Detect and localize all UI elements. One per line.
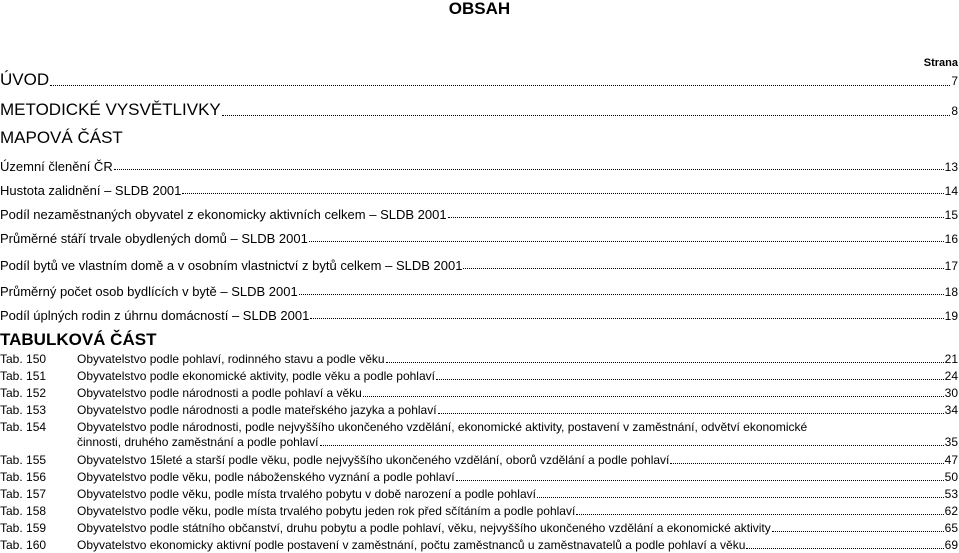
table-title: Obyvatelstvo podle ekonomické aktivity, podle věku a podle pohlaví	[77, 368, 435, 383]
table-number: Tab. 154	[0, 419, 47, 434]
table-page: 62	[944, 504, 958, 519]
map-entry[interactable]	[0, 258, 958, 273]
table-title: Obyvatelstvo 15leté a starší podle věku, podle nejvyššího ukončeného vzdělání, oborů vzdělání a podle pohlaví	[77, 453, 670, 468]
table-title: činnosti, druhého zaměstnání a podle pohlaví	[77, 434, 319, 449]
table-page: 53	[944, 487, 958, 502]
toc-label: ÚVOD	[0, 70, 50, 89]
table-number: Tab. 156	[0, 470, 47, 485]
leader-dots	[576, 514, 943, 515]
leader-dots	[463, 268, 943, 269]
map-entry-page: 18	[944, 285, 958, 299]
map-entry-label: Podíl úplných rodin z úhrnu domácností – SLDB 2001	[0, 308, 310, 323]
table-number: Tab. 157	[0, 487, 47, 502]
table-page: 21	[944, 352, 958, 366]
leader-dots	[386, 362, 944, 363]
leader-dots	[50, 85, 950, 86]
leader-dots	[310, 318, 943, 319]
section-heading-tabulkova: TABULKOVÁ ČÁST	[0, 330, 157, 349]
strana-label: Strana	[923, 57, 958, 69]
leader-dots	[456, 480, 944, 481]
table-number: Tab. 152	[0, 385, 47, 400]
leader-dots	[363, 396, 944, 397]
table-title: Obyvatelstvo podle věku, podle místa trvalého pobytu jeden rok před sčítáním a podle pohlaví	[77, 504, 576, 519]
table-number: Tab. 153	[0, 402, 47, 417]
leader-dots	[772, 531, 944, 532]
table-page: 69	[944, 537, 958, 552]
leader-dots	[222, 115, 951, 116]
leader-dots	[746, 548, 943, 549]
map-entry-label: Územní členění ČR	[0, 159, 113, 174]
map-entry-label: Hustota zalidnění – SLDB 2001	[0, 183, 182, 198]
table-title: Obyvatelstvo podle národnosti a podle pohlaví a věku	[77, 385, 362, 400]
map-entry[interactable]	[0, 231, 958, 246]
leader-dots	[309, 241, 944, 242]
table-title: Obyvatelstvo podle věku, podle místa trvalého pobytu v době narození a podle pohlaví	[77, 487, 536, 502]
table-page: 47	[944, 453, 958, 468]
table-title: Obyvatelstvo podle národnosti a podle mateřského jazyka a pohlaví	[77, 402, 437, 417]
leader-dots	[436, 379, 944, 380]
leader-dots	[320, 445, 944, 446]
table-page: 30	[944, 385, 958, 400]
table-title: Obyvatelstvo ekonomicky aktivní podle postavení v zaměstnání, počtu zaměstnanců u zaměstnavatelů a podle pohlaví a věku	[77, 537, 746, 552]
table-number: Tab. 158	[0, 504, 47, 519]
table-number: Tab. 150	[0, 352, 47, 366]
leader-dots	[438, 413, 944, 414]
section-heading-mapova: MAPOVÁ ČÁST	[0, 128, 123, 147]
map-entry-page: 19	[944, 309, 958, 323]
map-entry[interactable]	[0, 207, 958, 222]
map-entry[interactable]	[0, 159, 958, 174]
table-title: Obyvatelstvo podle věku, podle náboženského vyznání a podle pohlaví	[77, 470, 455, 485]
map-entry-page: 16	[944, 232, 958, 246]
leader-dots	[670, 463, 943, 464]
map-entry-label: Průměrné stáří trvale obydlených domů – SLDB 2001	[0, 231, 308, 246]
map-entry-label: Průměrný počet osob bydlících v bytě – SLDB 2001	[0, 284, 298, 299]
table-page: 34	[944, 402, 958, 417]
map-entry-page: 15	[944, 208, 958, 222]
page-title: OBSAH	[448, 0, 511, 18]
map-entry[interactable]	[0, 284, 958, 299]
map-entry-label: Podíl nezaměstnaných obyvatel z ekonomicky aktivních celkem – SLDB 2001	[0, 207, 447, 222]
map-entry-label: Podíl bytů ve vlastním domě a v osobním vlastnictví z bytů celkem – SLDB 2001	[0, 258, 463, 273]
table-number: Tab. 155	[0, 453, 47, 468]
map-entry-page: 14	[944, 184, 958, 198]
table-page: 24	[944, 368, 958, 383]
map-entry[interactable]	[0, 308, 958, 323]
toc-entry-uvod[interactable]	[0, 70, 958, 90]
table-title: Obyvatelstvo podle národnosti, podle nejvyššího ukončeného vzdělání, ekonomické aktivity, postavení v zaměstnání, odvětví ekonomické	[77, 419, 808, 434]
toc-label: METODICKÉ VYSVĚTLIVKY	[0, 100, 221, 119]
toc-entry-metodicke[interactable]	[0, 100, 958, 120]
table-number: Tab. 159	[0, 521, 47, 535]
table-title: Obyvatelstvo podle státního občanství, druhu pobytu a podle pohlaví, věku, nejvyššího ukončeného vzdělání a ekonomické aktivity	[77, 521, 771, 535]
leader-dots	[299, 294, 944, 295]
table-page: 65	[944, 521, 958, 535]
leader-dots	[114, 169, 944, 170]
map-entry-page: 17	[944, 259, 958, 273]
toc-page: 7	[951, 74, 958, 88]
table-page: 50	[944, 470, 958, 485]
leader-dots	[537, 497, 944, 498]
map-entry-page: 13	[944, 160, 958, 174]
table-page: 35	[944, 434, 958, 449]
map-entry[interactable]	[0, 183, 958, 198]
table-number: Tab. 160	[0, 537, 47, 552]
leader-dots	[182, 193, 943, 194]
toc-page: 8	[951, 104, 958, 118]
table-number: Tab. 151	[0, 368, 47, 383]
leader-dots	[448, 217, 944, 218]
table-title: Obyvatelstvo podle pohlaví, rodinného stavu a podle věku	[77, 352, 385, 366]
